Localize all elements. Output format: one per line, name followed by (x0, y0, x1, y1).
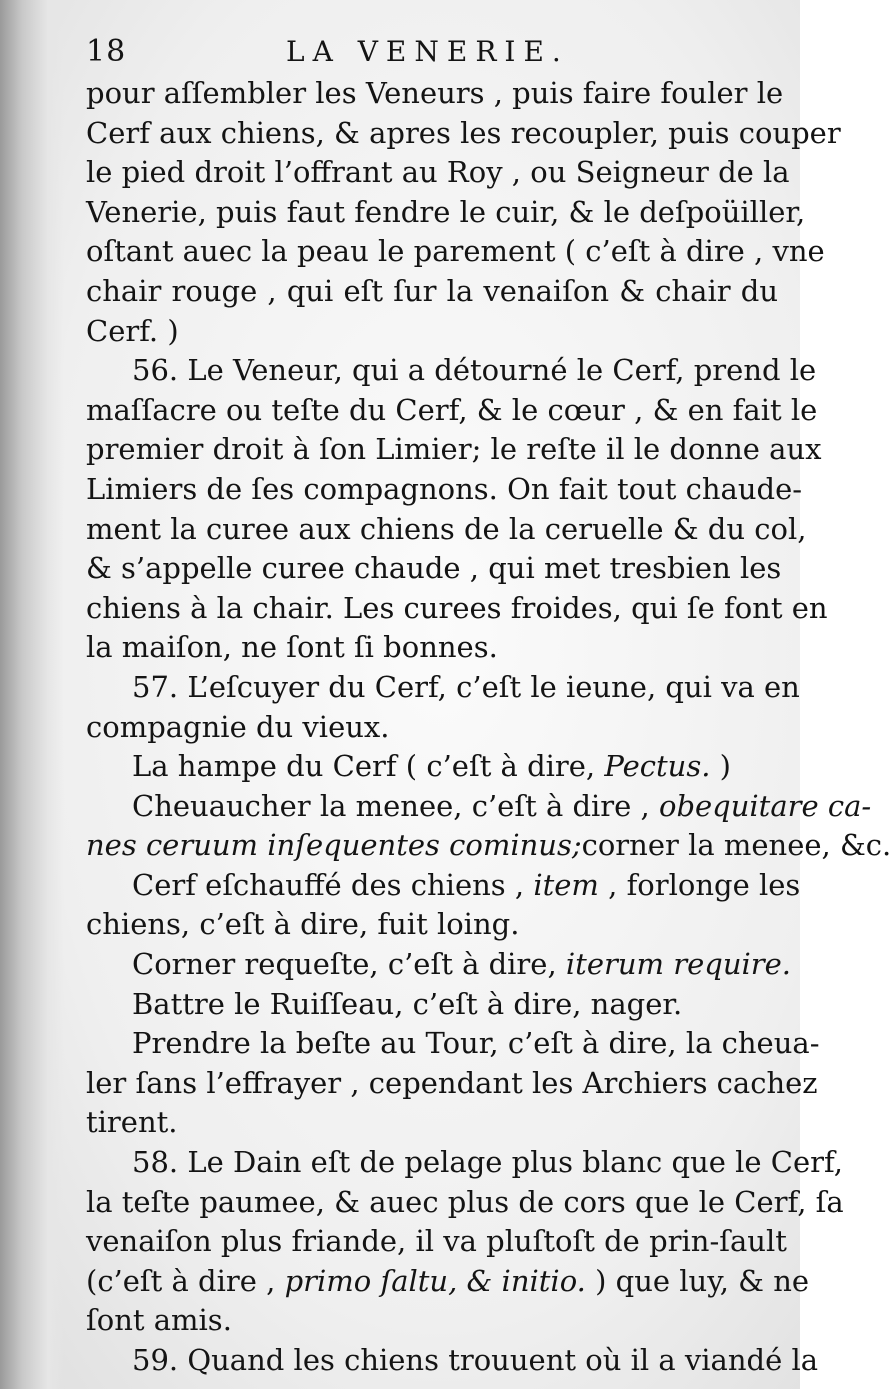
text-line: ler ſans l’effrayer , cependant les Archiers cachez (86, 1065, 818, 1100)
text-line: Cerf. ) (86, 313, 179, 348)
text-line (86, 866, 801, 906)
page-number: 18 (86, 34, 127, 69)
text-span: ) (710, 749, 731, 784)
text-line (86, 1262, 810, 1302)
text-span: (c’eſt à dire , (86, 1263, 276, 1298)
text-line (86, 747, 778, 787)
latin-gloss: iterum require. (565, 947, 792, 982)
running-head: LA VENERIE. (286, 35, 569, 68)
text-span: corner la menee, &c. (581, 828, 891, 863)
text-line: Limiers de ſes compagnons. On fait tout chaude- (86, 471, 803, 506)
text-span: Cerf eſchauffé des chiens , (132, 867, 525, 902)
text-line: maſſacre ou teſte du Cerf, & le cœur , & en fait le (86, 392, 818, 427)
body-text (86, 74, 891, 1381)
text-line: Cerf aux chiens, & apres les recoupler, puis couper (86, 115, 841, 150)
text-line: la teſte paumee, & auec plus de cors que le Cerf, ſa (86, 1184, 844, 1219)
text-line: compagnie du vieux. (86, 709, 390, 744)
paragraph-57-line: 57. L’eſcuyer du Cerf, c’eſt le ieune, qui va en (132, 669, 800, 704)
latin-gloss: nes ceruum inſequentes cominus; (86, 828, 582, 863)
text-line: oſtant auec la peau le parement ( c’eſt à dire , vne (86, 234, 825, 269)
text-span: ) que luy, & ne (585, 1263, 810, 1298)
latin-gloss: obequitare ca- (658, 788, 872, 823)
text-line: ſont amis. (86, 1303, 232, 1338)
text-line: chiens à la chair. Les curees froides, qui ſe font en (86, 590, 828, 625)
text-line: venaiſon plus friande, il va pluſtoſt de prin-ſault (86, 1224, 787, 1259)
text-line: la maiſon, ne ſont ſi bonnes. (86, 630, 498, 665)
text-line (86, 945, 792, 985)
text-line (86, 826, 891, 866)
text-line (86, 787, 872, 827)
latin-gloss: Pectus. (604, 749, 711, 784)
paragraph-59-line: 59. Quand les chiens trouuent où il a viandé la (132, 1343, 819, 1377)
text-span: La hampe du Cerf ( c’eſt à dire, (132, 749, 596, 784)
binding-gutter (0, 0, 64, 1389)
paragraph-56-line: 56. Le Veneur, qui a détourné le Cerf, prend le (132, 353, 817, 388)
text-line: Prendre la beſte au Tour, c’eſt à dire, la cheua- (132, 1026, 820, 1061)
text-line: chiens, c’eſt à dire, fuit loing. (86, 907, 520, 942)
text-line: pour aſſembler les Veneurs , puis faire fouler le (86, 76, 784, 110)
text-line: tirent. (86, 1105, 178, 1140)
text-line: & s’appelle curee chaude , qui met tresbien les (86, 551, 782, 586)
latin-gloss: primo ſaltu, & initio. (284, 1263, 586, 1298)
text-line: Battre le Ruiſſeau, c’eſt à dire, nager. (132, 986, 683, 1021)
paragraph-58-line: 58. Le Dain eſt de pelage plus blanc que le Cerf, (132, 1145, 843, 1180)
text-line: chair rouge , qui eſt ſur la venaiſon & chair du (86, 273, 778, 308)
text-line: ment la curee aux chiens de la ceruelle & du col, (86, 511, 807, 546)
text-line: premier droit à ſon Limier; le reſte il le donne aux (86, 432, 822, 467)
page-header (86, 30, 778, 74)
latin-gloss: item (533, 867, 599, 902)
text-span: Cheuaucher la menee, c’eſt à dire , (132, 788, 650, 823)
text-line: le pied droit l’offrant au Roy , ou Seigneur de la (86, 155, 790, 190)
text-span: , forlonge les (608, 867, 801, 902)
text-line: Venerie, puis faut fendre le cuir, & le deſpoüiller, (86, 194, 806, 229)
text-span: Corner requeſte, c’eſt à dire, (132, 947, 557, 982)
